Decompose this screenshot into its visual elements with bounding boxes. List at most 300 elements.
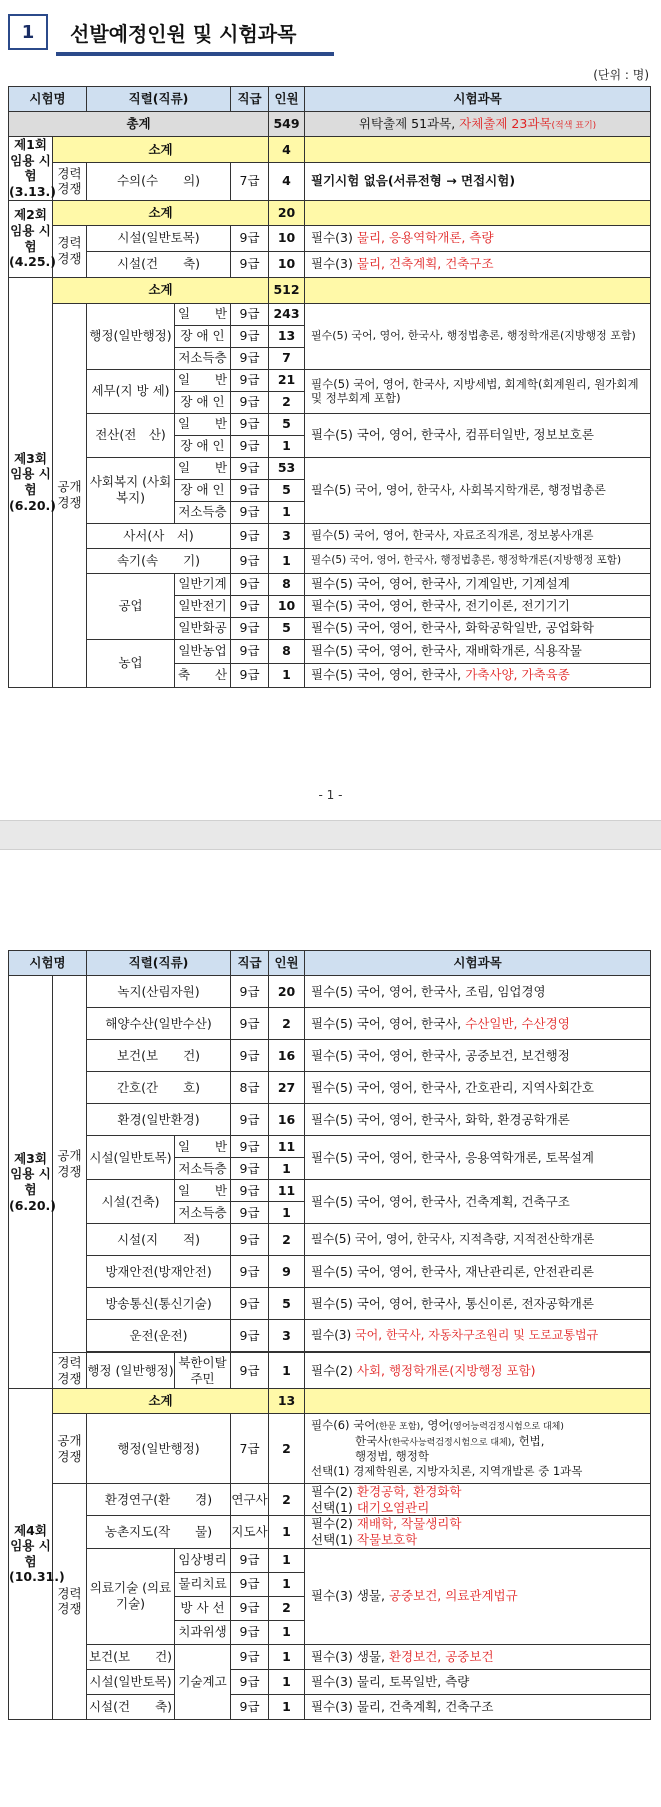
job-cell: 환경연구(환 경) [87,1484,231,1516]
table-row [9,1644,651,1669]
page-2 [0,850,661,1807]
total-subj-red: 자체출제 23과목 [459,115,552,131]
table-row [9,1414,651,1484]
subject-cell: 필수(5) 국어, 영어, 한국사, 재난관리론, 안전관리론 [305,1256,651,1288]
count-cell: 1 [269,663,305,687]
subj-red: 수산일반, 수산경영 [465,1015,570,1031]
table-row [9,976,651,1008]
table-row [9,251,651,277]
subj-red: 물리, 응용역학개론, 측량 [356,230,494,246]
subj-plain: 필수(3) [311,1328,356,1342]
table-row [9,1353,651,1389]
round4-subtotal-empty [305,1389,651,1414]
section-number: 1 [8,14,48,50]
grade-cell: 9급 [231,1620,269,1644]
sub-job: 물리치료 [175,1572,231,1596]
grade-cell: 9급 [231,303,269,325]
subject-cell: 필수(5) 국어, 영어, 한국사, 응용역학개론, 토목설계 [305,1136,651,1180]
subject-cell: 필수(5) 국어, 영어, 한국사, 사회복지학개론, 행정법총론 [305,457,651,523]
sub-job: 일반전기 [175,595,231,617]
grade-cell: 9급 [231,1158,269,1180]
subject-cell [305,1516,651,1548]
round2-type: 경력 경쟁 [53,225,87,277]
count-cell: 4 [269,163,305,200]
sub-job: 일 반 [175,369,231,391]
table-row [9,523,651,548]
job-cell: 사서(사 서) [87,523,231,548]
count-cell: 16 [269,1104,305,1136]
round2-subtotal-label: 소계 [53,200,269,225]
grade-cell: 7급 [231,1414,269,1484]
count-cell: 10 [269,595,305,617]
subject-cell: 필수(5) 국어, 영어, 한국사, 자료조직개론, 정보봉사개론 [305,523,651,548]
subj-note: (영어능력검정시험으로 대체) [449,1421,564,1432]
subject-cell [305,1320,651,1352]
table-row [9,1224,651,1256]
subj-red: 국어, 한국사, 자동차구조원리 및 도로교통법규 [355,1328,599,1342]
open-type: 공개 경쟁 [53,1414,87,1484]
round3-type: 공개 경쟁 [53,303,87,687]
round3-subtotal-count: 512 [269,277,305,303]
career-type: 경력 경쟁 [53,1353,87,1389]
job-cell: 환경(일반환경) [87,1104,231,1136]
subj-line [311,1500,650,1516]
count-cell: 5 [269,617,305,639]
count-cell: 1 [269,1516,305,1548]
round1-subtotal-label: 소계 [53,137,269,163]
job-cell: 방재안전(방재안전) [87,1256,231,1288]
subj-red: 사회, 행정학개론(지방행정 포함) [356,1362,536,1378]
round1-label: 제1회 임용 시험 (3.13.) [9,137,57,199]
table-row [9,1040,651,1072]
count-cell: 5 [269,413,305,435]
table-row [9,1516,651,1548]
count-cell: 1 [269,1644,305,1669]
count-cell: 20 [269,976,305,1008]
tech-school: 기술계고 [175,1644,231,1719]
round3-label: 제3회 임용 시험 (6.20.) [9,277,53,687]
job-cell: 의료기술 (의료기술) [87,1548,175,1644]
round2-label: 제2회 임용 시험 (4.25.) [9,200,53,277]
header-job: 직렬(직류) [87,951,231,976]
header-count: 인원 [269,87,305,112]
count-cell: 21 [269,369,305,391]
subj-note: (한문 포함) [375,1421,421,1432]
sub-job: 일반농업 [175,639,231,663]
subject-cell [305,1644,651,1669]
sub-job: 일반화공 [175,617,231,639]
subj-text: , 영어 [420,1417,450,1432]
header-count: 인원 [269,951,305,976]
subj-plain: 필수(5) 국어, 영어, 한국사, [311,667,466,683]
count-cell: 2 [269,391,305,413]
count-cell: 1 [269,1620,305,1644]
subj-red: 환경보건, 공중보건 [388,1648,494,1664]
count-cell: 1 [269,435,305,457]
subj-plain: 필수(3) 생물, [311,1648,389,1664]
grade-cell: 9급 [231,663,269,687]
section-heading [8,14,328,52]
job-cell: 시설(일반토목) [87,1136,175,1180]
sub-job: 일 반 [175,457,231,479]
job-cell: 시설(지 적) [87,1224,231,1256]
count-cell: 27 [269,1072,305,1104]
subj-red: 물리, 건축계획, 건축구조 [356,256,494,272]
unit-label: (단위 : 명) [593,68,649,82]
admin-subj-line1 [311,1418,650,1434]
table-row [9,1548,651,1572]
sub-job: 북한이탈 주민 [175,1353,231,1389]
grade-cell: 9급 [231,391,269,413]
sub-job: 일반기계 [175,573,231,595]
round4-subtotal-row [9,1389,651,1414]
count-cell: 5 [269,479,305,501]
count-cell: 1 [269,1353,305,1389]
grade-cell: 9급 [231,325,269,347]
table-row [9,1320,651,1352]
round3-subtotal-row [9,277,651,303]
sub-job: 치과위생 [175,1620,231,1644]
subject-cell: 필수(5) 국어, 영어, 한국사, 화학, 환경공학개론 [305,1104,651,1136]
count-cell: 2 [269,1414,305,1484]
header-grade: 직급 [231,951,269,976]
round4-subtotal-count: 13 [269,1389,305,1414]
job-cell: 시설(건 축) [87,251,231,277]
table-row [9,303,651,325]
grade-cell: 9급 [231,369,269,391]
count-cell: 1 [269,501,305,523]
table-row [9,1072,651,1104]
grade-cell: 7급 [231,163,269,200]
count-cell: 3 [269,523,305,548]
job-cell: 사회복지 (사회복지) [87,457,175,523]
job-cell: 농업 [87,639,175,687]
subject-cell: 필수(5) 국어, 영어, 한국사, 기계일반, 기계설계 [305,573,651,595]
sub-job: 방 사 선 [175,1596,231,1620]
sub-job: 저소득층 [175,347,231,369]
round1-subtotal-count: 4 [269,137,305,163]
sub-job: 축 산 [175,663,231,687]
count-cell: 7 [269,347,305,369]
count-cell: 1 [269,548,305,573]
subj-red: 대기오염관리 [356,1499,430,1515]
job-cell: 속기(속 기) [87,548,231,573]
table-header-row [9,87,651,112]
count-cell: 243 [269,303,305,325]
subj-red: 가축사양, 가축육종 [465,667,570,683]
sub-job: 일 반 [175,1180,231,1202]
count-cell: 1 [269,1202,305,1224]
exam-table-page1 [8,86,651,688]
job-cell: 농촌지도(작 물) [87,1516,231,1548]
job-cell: 해양수산(일반수산) [87,1008,231,1040]
job-cell: 행정 (일반행정) [87,1353,175,1389]
count-cell: 1 [269,1572,305,1596]
round2-subtotal-row [9,200,651,225]
grade-cell: 9급 [231,617,269,639]
round1-subtotal-empty [305,137,651,163]
subject-cell: 필수(5) 국어, 영어, 한국사, 컴퓨터일반, 정보보호론 [305,413,651,457]
grade-cell: 9급 [231,457,269,479]
grade-cell: 9급 [231,1040,269,1072]
sub-job: 일 반 [175,303,231,325]
subject-cell: 필수(5) 국어, 영어, 한국사, 통신이론, 전자공학개론 [305,1288,651,1320]
subject-cell [305,639,651,663]
count-cell: 2 [269,1224,305,1256]
grade-cell: 9급 [231,347,269,369]
subj-plain: 선택(1) [311,1499,357,1515]
admin-subj-line2 [311,1434,650,1450]
table-row [9,1180,651,1202]
count-cell: 8 [269,639,305,663]
sub-job: 저소득층 [175,501,231,523]
grade-cell: 9급 [231,1548,269,1572]
grade-cell: 9급 [231,573,269,595]
table-header-row [9,951,651,976]
sub-job: 저소득층 [175,1158,231,1180]
subject-cell [305,663,651,687]
sub-job: 장 애 인 [175,391,231,413]
count-cell: 10 [269,251,305,277]
subj-plain: 필수(3) [311,230,357,246]
total-label: 총계 [9,112,269,137]
round4-label: 제4회 임용 시험 (10.31.) [9,1389,53,1720]
subject-cell [305,1353,651,1389]
job-cell: 시설(일반토목) [87,1669,175,1694]
subj-red: 작물보호학 [356,1531,418,1547]
subject-cell: 필수(5) 국어, 영어, 한국사, 행정법총론, 행정학개론(지방행정 포함) [305,303,651,369]
job-cell: 공업 [87,573,175,639]
job-cell: 시설(일반토목) [87,225,231,251]
total-subjects [305,112,651,137]
count-cell: 16 [269,1040,305,1072]
table-row [9,1008,651,1040]
header-job: 직렬(직류) [87,87,231,112]
grade-cell: 9급 [231,1694,269,1719]
round3-subtotal-label: 소계 [53,277,269,303]
grade-cell: 연구사 [231,1484,269,1516]
round3-label: 제3회 임용 시험 (6.20.) [9,976,53,1389]
table-row [9,457,651,479]
subj-line [311,1532,650,1548]
grade-cell: 9급 [231,1572,269,1596]
subj-plain: 필수(2) [311,1484,357,1499]
total-count: 549 [269,112,305,137]
count-cell: 1 [269,1694,305,1719]
job-cell: 세무(지 방 세) [87,369,175,413]
count-cell: 3 [269,1320,305,1352]
subj-plain: 선택(1) [311,1531,357,1547]
grade-cell: 9급 [231,1224,269,1256]
count-cell: 5 [269,1288,305,1320]
subj-plain: 필수(2) [311,1362,357,1378]
job-cell: 운전(운전) [87,1320,231,1352]
grade-cell: 9급 [231,1353,269,1389]
grade-cell: 9급 [231,976,269,1008]
subj-plain: 필수(5) 국어, 영어, 한국사, [311,1015,466,1031]
section-title: 선발예정인원 및 시험과목 [70,22,297,46]
subject-cell: 필수(5) 국어, 영어, 한국사, 건축계획, 건축구조 [305,1180,651,1224]
grade-cell: 9급 [231,1669,269,1694]
grade-cell: 9급 [231,1180,269,1202]
page-number: - 1 - [318,788,343,802]
job-cell: 전산(전 산) [87,413,175,457]
subject-cell: 필수(5) 국어, 영어, 한국사, 지방세법, 회계학(회계원리, 원가회계 및 정부회계 포함) [305,369,651,413]
subj-plain: 필수(2) [311,1516,357,1532]
page-separator [0,820,661,850]
sub-job: 장 애 인 [175,479,231,501]
grade-cell: 9급 [231,1596,269,1620]
grade-cell: 9급 [231,523,269,548]
job-cell: 행정(일반행정) [87,1414,231,1484]
subject-cell: 필수(5) 국어, 영어, 한국사, 지적측량, 지적전산학개론 [305,1224,651,1256]
subject-cell: 필수(3) 물리, 건축계획, 건축구조 [305,1694,651,1719]
round3-subtotal-empty [305,277,651,303]
count-cell: 13 [269,325,305,347]
subj-red: 재배학, 작물생리학 [356,1516,462,1532]
table-row [9,548,651,573]
subject-cell: 필수(5) 국어, 영어, 한국사, 전기이론, 전기기기 [305,595,651,617]
table-row [9,1484,651,1516]
admin-subj-line3: 행정법, 행정학 [355,1449,429,1464]
subj-plain: 필수(3) 생물, [311,1588,389,1604]
count-cell: 8 [269,573,305,595]
table-row [9,369,651,391]
table-row [9,573,651,595]
subject-cell: 필수(5) 국어, 영어, 한국사, 공중보건, 보건행정 [305,1040,651,1072]
subject-cell [305,1548,651,1644]
grade-cell: 9급 [231,225,269,251]
subject-cell: 필수(5) 국어, 영어, 한국사, 조림, 임업경영 [305,976,651,1008]
count-cell: 53 [269,457,305,479]
count-cell: 9 [269,1256,305,1288]
header-exam: 시험명 [9,951,87,976]
table-row [9,1256,651,1288]
subject-cell: 필기시험 없음(서류전형 → 면접시험) [305,163,651,200]
job-cell: 보건(보 건) [87,1644,175,1669]
grade-cell: 9급 [231,501,269,523]
round3-type: 공개 경쟁 [53,976,87,1353]
sub-job: 일 반 [175,1136,231,1158]
subject-cell: 필수(5) 국어, 영어, 한국사, 간호관리, 지역사회간호 [305,1072,651,1104]
job-cell: 수의(수 의) [87,163,231,200]
total-subj-plain: 위탁출제 51과목, [358,115,460,131]
table-row [9,639,651,663]
count-cell: 1 [269,1669,305,1694]
subj-line [311,1484,650,1500]
header-grade: 직급 [231,87,269,112]
table-row [9,1136,651,1158]
exam-table-page2 [8,950,651,1720]
round1-type: 경력 경쟁 [53,163,87,200]
total-subj-note: (적색 표기) [551,120,597,131]
job-cell: 행정(일반행정) [87,303,175,369]
round1-subtotal-row [9,137,651,163]
subject-cell: 필수(5) 국어, 영어, 한국사, 화학공학일반, 공업화학 [305,617,651,639]
sub-job: 저소득층 [175,1202,231,1224]
round2-subtotal-empty [305,200,651,225]
total-row [9,112,651,137]
grade-cell: 9급 [231,595,269,617]
subj-text: 필수(6) 국어 [311,1417,376,1432]
count-cell: 11 [269,1180,305,1202]
sub-job: 일 반 [175,413,231,435]
count-cell: 2 [269,1484,305,1516]
job-cell: 시설(건 축) [87,1694,175,1719]
subject-cell [305,1008,651,1040]
admin-subj-line4: 선택(1) 경제학원론, 지방자치론, 지역개발론 중 1과목 [311,1464,583,1479]
count-cell: 2 [269,1008,305,1040]
table-row [9,163,651,200]
job-cell: 시설(건축) [87,1180,175,1224]
subj-text: 한국사 [355,1433,389,1448]
subj-text: , 헌법, [511,1433,545,1448]
subject-cell [305,1414,651,1484]
grade-cell: 9급 [231,1202,269,1224]
subj-plain: 필수(5) 국어, 영어, 한국사, 재배학개론, 식용작물 [311,643,582,659]
grade-cell: 9급 [231,1008,269,1040]
grade-cell: 9급 [231,1104,269,1136]
grade-cell: 9급 [231,1320,269,1352]
table-row [9,413,651,435]
subj-red: 환경공학, 환경화학 [356,1484,462,1499]
subj-note: (한국사능력검정시험으로 대체) [388,1437,512,1448]
job-cell: 간호(간 호) [87,1072,231,1104]
round2-subtotal-count: 20 [269,200,305,225]
sub-job: 임상병리 [175,1548,231,1572]
grade-cell: 9급 [231,479,269,501]
subject-cell: 필수(3) 물리, 토목일반, 측량 [305,1669,651,1694]
heading-underline [56,52,334,56]
grade-cell: 9급 [231,1136,269,1158]
table-row [9,1669,651,1694]
count-cell: 2 [269,1596,305,1620]
table-row [9,1104,651,1136]
subj-line [311,1516,650,1532]
table-row [9,1288,651,1320]
subject-cell [305,225,651,251]
table-row [9,225,651,251]
subj-plain: 필수(3) [311,256,357,272]
round4-subtotal-label: 소계 [53,1389,269,1414]
grade-cell: 9급 [231,1644,269,1669]
sub-job: 장 애 인 [175,435,231,457]
grade-cell: 9급 [231,548,269,573]
job-cell: 녹지(산림자원) [87,976,231,1008]
job-cell: 방송통신(통신기술) [87,1288,231,1320]
subj-red: 공중보건, 의료관계법규 [388,1588,518,1604]
header-subjects: 시험과목 [305,87,651,112]
count-cell: 1 [269,1158,305,1180]
grade-cell: 지도사 [231,1516,269,1548]
subject-cell: 필수(5) 국어, 영어, 한국사, 행정법총론, 행정학개론(지방행정 포함) [305,548,651,573]
grade-cell: 9급 [231,1288,269,1320]
sub-job: 장 애 인 [175,325,231,347]
count-cell: 11 [269,1136,305,1158]
subject-cell [305,1484,651,1516]
career-type: 경력 경쟁 [53,1484,87,1720]
grade-cell: 9급 [231,1256,269,1288]
grade-cell: 9급 [231,435,269,457]
page-1 [0,0,661,820]
grade-cell: 9급 [231,413,269,435]
table-row [9,1694,651,1719]
job-cell: 보건(보 건) [87,1040,231,1072]
header-exam: 시험명 [9,87,87,112]
grade-cell: 9급 [231,639,269,663]
count-cell: 10 [269,225,305,251]
count-cell: 1 [269,1548,305,1572]
